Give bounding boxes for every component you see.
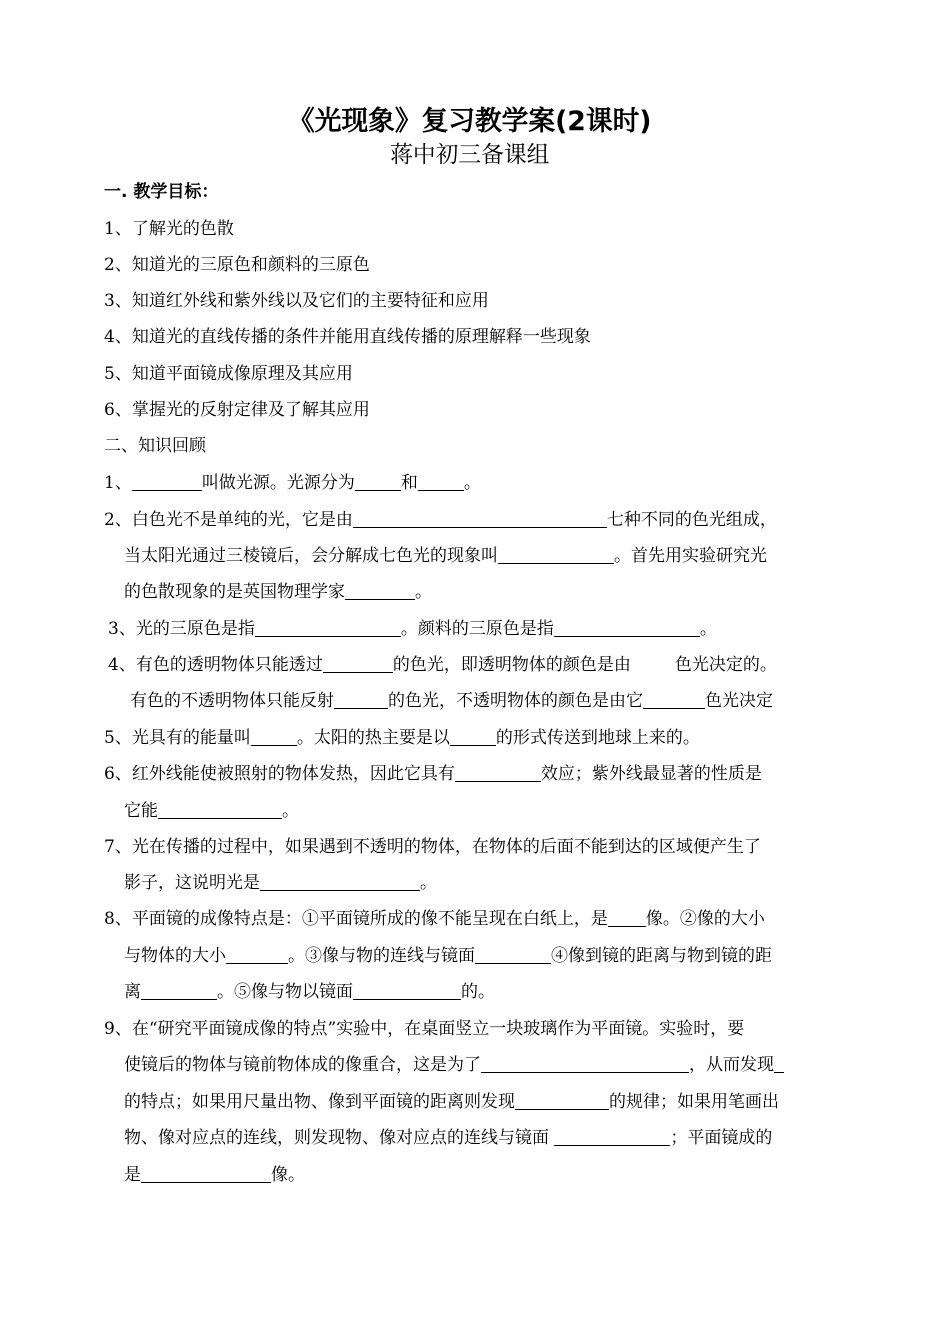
fill-blank[interactable]	[323, 654, 393, 673]
objective-item: 3、知道红外线和紫外线以及它们的主要特征和应用	[104, 291, 489, 311]
question-1: 1、 叫做光源。光源分为 和 。	[104, 473, 481, 493]
question-8-line-3: 离 。⑤像与物以镜面 的。	[124, 982, 495, 1002]
fill-blank[interactable]	[334, 690, 388, 709]
question-9-line-2: 使镜后的物体与镜前物体成的像重合，这是为了 ，从而发现	[124, 1053, 784, 1077]
section-heading-objectives: 一. 教学目标：	[104, 182, 219, 202]
question-4-line-1: 4、有色的透明物体只能透过 的色光，即透明物体的颜色是由 色光决定的。	[108, 655, 777, 675]
fill-blank[interactable]	[345, 581, 415, 600]
fill-blank[interactable]	[450, 727, 496, 746]
fill-blank[interactable]	[158, 800, 282, 819]
question-9-line-4: 物、像对应点的连线，则发现物、像对应点的连线与镜面 ；平面镜成的	[124, 1128, 773, 1148]
fill-blank[interactable]	[141, 1164, 271, 1183]
objective-item: 6、掌握光的反射定律及了解其应用	[104, 400, 370, 420]
fill-blank[interactable]	[418, 472, 464, 491]
fill-blank[interactable]	[255, 618, 401, 637]
question-2-line-2: 当太阳光通过三棱镜后，会分解成七色光的现象叫 。首先用实验研究光	[124, 546, 767, 566]
objective-item: 5、知道平面镜成像原理及其应用	[104, 364, 353, 384]
question-4-line-2: 有色的不透明物体只能反射 的色光，不透明物体的颜色是由它 色光决定	[130, 691, 773, 711]
fill-blank[interactable]	[353, 509, 607, 528]
fill-blank[interactable]	[260, 872, 420, 891]
fill-blank[interactable]	[554, 1127, 670, 1146]
question-9-line-5: 是 像。	[124, 1165, 305, 1185]
question-6-line-1: 6、红外线能使被照射的物体发热，因此它具有 效应；紫外线最显著的性质是	[104, 764, 762, 784]
fill-blank[interactable]	[226, 945, 288, 964]
question-5: 5、光具有的能量叫 。太阳的热主要是以 的形式传送到地球上来的。	[104, 728, 700, 748]
fill-blank[interactable]	[608, 908, 646, 927]
section-heading-review: 二、知识回顾	[104, 436, 206, 456]
objective-item: 1、了解光的色散	[104, 219, 234, 239]
fill-blank[interactable]	[353, 981, 461, 1000]
question-7-line-1: 7、光在传播的过程中，如果遇到不透明的物体，在物体的后面不能到达的区域便产生了	[104, 837, 761, 857]
objective-item: 4、知道光的直线传播的条件并能用直线传播的原理解释一些现象	[104, 327, 591, 347]
fill-blank[interactable]	[515, 1091, 609, 1110]
question-8-line-1: 8、平面镜的成像特点是：①平面镜所成的像不能呈现在白纸上，是 像。②像的大小	[104, 909, 765, 929]
fill-blank[interactable]	[498, 545, 614, 564]
objective-item: 2、知道光的三原色和颜料的三原色	[104, 255, 370, 275]
question-8-line-2: 与物体的大小 。③像与物的连线与镜面 ④像到镜的距离与物到镜的距	[124, 946, 772, 966]
question-2-line-1: 2、白色光不是单纯的光，它是由 七种不同的色光组成，	[104, 510, 777, 530]
document-subtitle: 蒋中初三备课组	[390, 142, 550, 168]
fill-blank[interactable]	[774, 1054, 784, 1073]
question-6-line-2: 它能 。	[124, 801, 299, 821]
fill-blank[interactable]	[554, 618, 700, 637]
fill-blank[interactable]	[475, 945, 551, 964]
document-title: 《光现象》复习教学案(2课时)	[288, 106, 652, 137]
fill-blank[interactable]	[251, 727, 297, 746]
fill-blank[interactable]	[455, 763, 541, 782]
fill-blank[interactable]	[132, 472, 202, 491]
question-9-line-3: 的特点；如果用尺量出物、像到平面镜的距离则发现 的规律；如果用笔画出	[124, 1092, 779, 1112]
question-7-line-2: 影子，这说明光是 。	[124, 873, 437, 893]
fill-blank[interactable]	[141, 981, 217, 1000]
question-2-line-3: 的色散现象的是英国物理学家 。	[124, 582, 432, 602]
fill-blank[interactable]	[355, 472, 401, 491]
fill-blank[interactable]	[481, 1054, 689, 1073]
question-3: 3、光的三原色是指 。颜料的三原色是指 。	[108, 619, 717, 639]
fill-blank[interactable]	[643, 690, 705, 709]
question-9-line-1: 9、在“研究平面镜成像的特点”实验中，在桌面竖立一块玻璃作为平面镜。实验时，要	[104, 1019, 745, 1039]
